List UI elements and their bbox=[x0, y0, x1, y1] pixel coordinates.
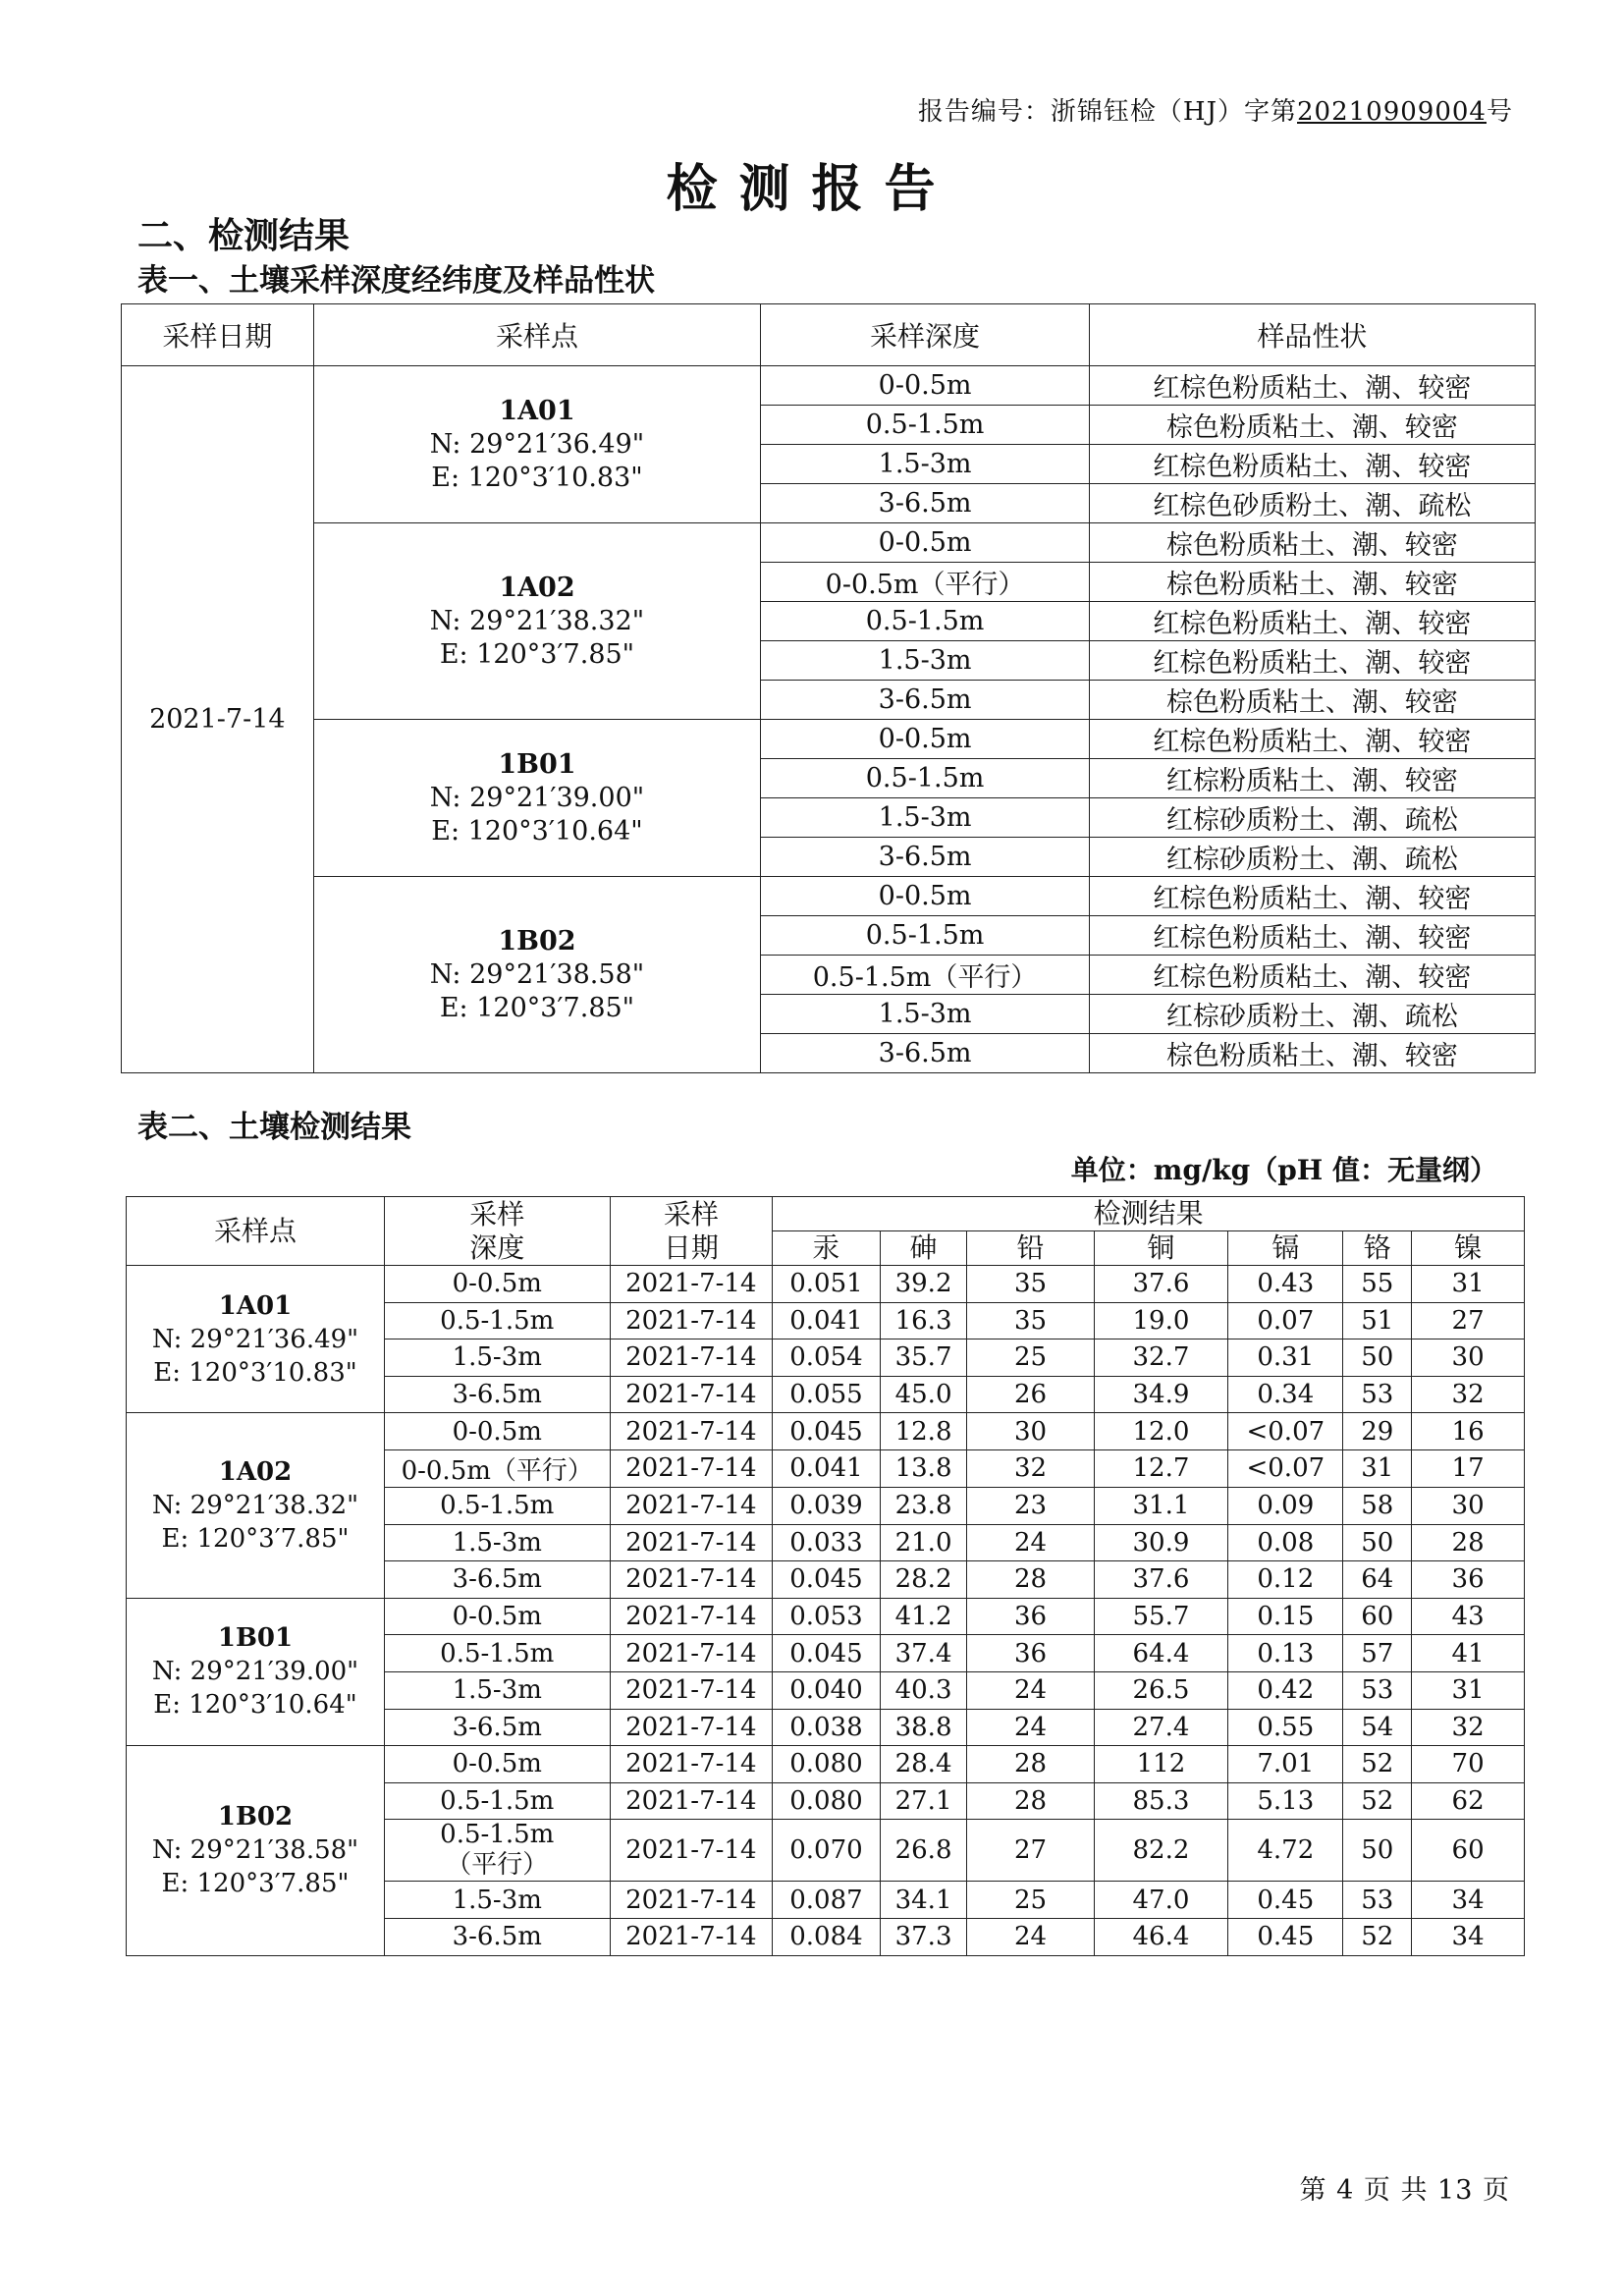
value-cell: 12.7 bbox=[1094, 1449, 1228, 1487]
date-cell: 2021-7-14 bbox=[610, 1376, 773, 1413]
results-table-body bbox=[127, 1266, 1525, 1956]
page-title: 检测报告 bbox=[666, 159, 957, 219]
sample-point-lon: E: 120°3′10.64" bbox=[153, 1690, 357, 1721]
value-cell: 34.1 bbox=[880, 1882, 967, 1919]
description-cell: 红棕色粉质粘土、潮、较密 bbox=[1089, 956, 1535, 995]
value-cell: 23 bbox=[967, 1487, 1094, 1524]
value-cell: 0.045 bbox=[773, 1413, 881, 1450]
value-cell: 55 bbox=[1343, 1266, 1412, 1303]
value-cell: 35.7 bbox=[880, 1339, 967, 1377]
header-element: 砷 bbox=[880, 1231, 967, 1266]
value-cell: 13.8 bbox=[880, 1449, 967, 1487]
value-cell: 5.13 bbox=[1228, 1782, 1343, 1820]
value-cell: 0.033 bbox=[773, 1524, 881, 1561]
value-cell: 24 bbox=[967, 1918, 1094, 1955]
depth-cell: 0.5-1.5m bbox=[384, 1782, 610, 1820]
value-cell: 32 bbox=[967, 1449, 1094, 1487]
sample-point-lon: E: 120°3′10.83" bbox=[431, 462, 643, 493]
description-cell: 红棕色粉质粘土、潮、较密 bbox=[1089, 641, 1535, 681]
date-cell: 2021-7-14 bbox=[610, 1820, 773, 1882]
depth-cell: 0-0.5m bbox=[761, 366, 1090, 406]
value-cell: 36 bbox=[967, 1598, 1094, 1635]
value-cell: 27 bbox=[967, 1820, 1094, 1882]
value-cell: 26.8 bbox=[880, 1820, 967, 1882]
sample-point-cell bbox=[127, 1266, 385, 1413]
value-cell: 51 bbox=[1343, 1302, 1412, 1339]
header-date: 采样 日期 bbox=[610, 1197, 773, 1266]
value-cell: 45.0 bbox=[880, 1376, 967, 1413]
value-cell: 0.070 bbox=[773, 1820, 881, 1882]
date-cell: 2021-7-14 bbox=[610, 1882, 773, 1919]
value-cell: 16.3 bbox=[880, 1302, 967, 1339]
value-cell: 0.039 bbox=[773, 1487, 881, 1524]
description-cell: 红棕砂质粉土、潮、疏松 bbox=[1089, 838, 1535, 877]
value-cell: 0.42 bbox=[1228, 1671, 1343, 1709]
value-cell: 0.080 bbox=[773, 1746, 881, 1783]
depth-cell: 1.5-3m bbox=[384, 1882, 610, 1919]
value-cell: 82.2 bbox=[1094, 1820, 1228, 1882]
value-cell: <0.07 bbox=[1228, 1449, 1343, 1487]
table-row bbox=[122, 523, 1536, 563]
header-point: 采样点 bbox=[127, 1197, 385, 1266]
depth-cell: 0.5-1.5m bbox=[761, 406, 1090, 445]
description-cell: 棕色粉质粘土、潮、较密 bbox=[1089, 1034, 1535, 1073]
value-cell: 26.5 bbox=[1094, 1671, 1228, 1709]
depth-cell: 1.5-3m bbox=[384, 1339, 610, 1377]
value-cell: 30 bbox=[967, 1413, 1094, 1450]
sample-point-cell bbox=[313, 877, 761, 1073]
depth-cell: 0-0.5m bbox=[761, 720, 1090, 759]
header-date: 采样日期 bbox=[122, 304, 314, 366]
value-cell: 55.7 bbox=[1094, 1598, 1228, 1635]
value-cell: 0.045 bbox=[773, 1561, 881, 1599]
value-cell: 37.4 bbox=[880, 1635, 967, 1672]
value-cell: 34 bbox=[1412, 1918, 1525, 1955]
description-cell: 红棕色粉质粘土、潮、较密 bbox=[1089, 602, 1535, 641]
depth-cell: 0.5-1.5m （平行） bbox=[384, 1820, 610, 1882]
value-cell: 41 bbox=[1412, 1635, 1525, 1672]
value-cell: 31 bbox=[1343, 1449, 1412, 1487]
page-number: 第 4 页 共 13 页 bbox=[1299, 2175, 1510, 2206]
value-cell: 0.053 bbox=[773, 1598, 881, 1635]
value-cell: 0.45 bbox=[1228, 1918, 1343, 1955]
description-cell: 红棕色粉质粘土、潮、较密 bbox=[1089, 877, 1535, 916]
value-cell: 0.08 bbox=[1228, 1524, 1343, 1561]
header-element: 镉 bbox=[1228, 1231, 1343, 1266]
date-cell: 2021-7-14 bbox=[610, 1524, 773, 1561]
report-number-label: 报告编号：浙锦钰检（HJ）字第 bbox=[917, 97, 1298, 127]
results-table bbox=[126, 1196, 1525, 1956]
value-cell: 52 bbox=[1343, 1746, 1412, 1783]
sample-point-lon: E: 120°3′7.85" bbox=[161, 1869, 350, 1899]
header-depth: 采样深度 bbox=[761, 304, 1090, 366]
value-cell: 85.3 bbox=[1094, 1782, 1228, 1820]
value-cell: 25 bbox=[967, 1339, 1094, 1377]
value-cell: 16 bbox=[1412, 1413, 1525, 1450]
date-cell: 2021-7-14 bbox=[610, 1746, 773, 1783]
description-cell: 红棕色砂质粉土、潮、疏松 bbox=[1089, 484, 1535, 523]
sample-point-id: 1A01 bbox=[218, 1290, 293, 1321]
value-cell: 43 bbox=[1412, 1598, 1525, 1635]
value-cell: 112 bbox=[1094, 1746, 1228, 1783]
value-cell: 0.054 bbox=[773, 1339, 881, 1377]
sample-point-lon: E: 120°3′7.85" bbox=[439, 992, 635, 1023]
value-cell: 24 bbox=[967, 1671, 1094, 1709]
sampling-table-body bbox=[122, 366, 1536, 1073]
value-cell: 64.4 bbox=[1094, 1635, 1228, 1672]
depth-cell: 1.5-3m bbox=[761, 641, 1090, 681]
value-cell: 35 bbox=[967, 1266, 1094, 1303]
description-cell: 红棕色粉质粘土、潮、较密 bbox=[1089, 366, 1535, 406]
value-cell: <0.07 bbox=[1228, 1413, 1343, 1450]
value-cell: 31 bbox=[1412, 1671, 1525, 1709]
value-cell: 28 bbox=[967, 1561, 1094, 1599]
depth-cell: 0.5-1.5m bbox=[384, 1302, 610, 1339]
depth-cell: 1.5-3m bbox=[384, 1671, 610, 1709]
sample-point-lon: E: 120°3′7.85" bbox=[161, 1524, 350, 1555]
sample-point-id: 1B02 bbox=[217, 1802, 294, 1832]
value-cell: 28 bbox=[1412, 1524, 1525, 1561]
description-cell: 红棕色粉质粘土、潮、较密 bbox=[1089, 720, 1535, 759]
value-cell: 52 bbox=[1343, 1782, 1412, 1820]
value-cell: 30 bbox=[1412, 1487, 1525, 1524]
sample-point-cell bbox=[127, 1746, 385, 1955]
value-cell: 26 bbox=[967, 1376, 1094, 1413]
sample-point-id: 1A01 bbox=[499, 395, 575, 426]
header-element: 汞 bbox=[773, 1231, 881, 1266]
table2-caption: 表二、土壤检测结果 bbox=[137, 1110, 411, 1145]
sample-point-cell bbox=[313, 720, 761, 877]
unit-note: 单位：mg/kg（pH 值：无量纲） bbox=[1070, 1154, 1497, 1186]
value-cell: 0.040 bbox=[773, 1671, 881, 1709]
sample-point-lat: N: 29°21′38.58" bbox=[429, 958, 645, 990]
description-cell: 红棕色粉质粘土、潮、较密 bbox=[1089, 445, 1535, 484]
value-cell: 0.038 bbox=[773, 1709, 881, 1746]
value-cell: 28 bbox=[967, 1746, 1094, 1783]
value-cell: 0.31 bbox=[1228, 1339, 1343, 1377]
value-cell: 0.087 bbox=[773, 1882, 881, 1919]
sample-point-lat: N: 29°21′39.00" bbox=[429, 782, 645, 813]
value-cell: 41.2 bbox=[880, 1598, 967, 1635]
date-cell: 2021-7-14 bbox=[610, 1339, 773, 1377]
value-cell: 0.084 bbox=[773, 1918, 881, 1955]
value-cell: 37.6 bbox=[1094, 1266, 1228, 1303]
value-cell: 46.4 bbox=[1094, 1918, 1228, 1955]
value-cell: 0.09 bbox=[1228, 1487, 1343, 1524]
sample-point-lat: N: 29°21′36.49" bbox=[429, 428, 645, 460]
value-cell: 50 bbox=[1343, 1820, 1412, 1882]
table-row bbox=[127, 1746, 1525, 1783]
value-cell: 64 bbox=[1343, 1561, 1412, 1599]
date-cell: 2021-7-14 bbox=[610, 1671, 773, 1709]
value-cell: 53 bbox=[1343, 1376, 1412, 1413]
value-cell: 4.72 bbox=[1228, 1820, 1343, 1882]
description-cell: 红棕色粉质粘土、潮、较密 bbox=[1089, 916, 1535, 956]
depth-cell: 3-6.5m bbox=[384, 1376, 610, 1413]
value-cell: 60 bbox=[1343, 1598, 1412, 1635]
value-cell: 24 bbox=[967, 1524, 1094, 1561]
depth-cell: 0-0.5m（平行） bbox=[761, 563, 1090, 602]
value-cell: 30.9 bbox=[1094, 1524, 1228, 1561]
value-cell: 31 bbox=[1412, 1266, 1525, 1303]
header-element: 铜 bbox=[1094, 1231, 1228, 1266]
table-row bbox=[127, 1266, 1525, 1303]
sample-point-id: 1A02 bbox=[218, 1457, 293, 1488]
value-cell: 29 bbox=[1343, 1413, 1412, 1450]
value-cell: 30 bbox=[1412, 1339, 1525, 1377]
date-cell: 2021-7-14 bbox=[610, 1782, 773, 1820]
value-cell: 0.07 bbox=[1228, 1302, 1343, 1339]
header-element: 铬 bbox=[1343, 1231, 1412, 1266]
depth-cell: 3-6.5m bbox=[384, 1709, 610, 1746]
value-cell: 60 bbox=[1412, 1820, 1525, 1882]
value-cell: 21.0 bbox=[880, 1524, 967, 1561]
table-header-row bbox=[127, 1197, 1525, 1231]
sample-point-lon: E: 120°3′10.64" bbox=[431, 815, 643, 847]
value-cell: 27.1 bbox=[880, 1782, 967, 1820]
depth-cell: 3-6.5m bbox=[761, 838, 1090, 877]
value-cell: 12.8 bbox=[880, 1413, 967, 1450]
value-cell: 32 bbox=[1412, 1709, 1525, 1746]
value-cell: 37.3 bbox=[880, 1918, 967, 1955]
date-cell: 2021-7-14 bbox=[610, 1449, 773, 1487]
date-cell: 2021-7-14 bbox=[610, 1561, 773, 1599]
sample-point-cell bbox=[127, 1598, 385, 1745]
header-results: 检测结果 bbox=[773, 1197, 1525, 1231]
report-number-value: 20210909004 bbox=[1297, 97, 1487, 127]
header-element: 铅 bbox=[967, 1231, 1094, 1266]
depth-cell: 0.5-1.5m bbox=[384, 1635, 610, 1672]
value-cell: 57 bbox=[1343, 1635, 1412, 1672]
value-cell: 0.080 bbox=[773, 1782, 881, 1820]
value-cell: 17 bbox=[1412, 1449, 1525, 1487]
value-cell: 0.34 bbox=[1228, 1376, 1343, 1413]
value-cell: 34 bbox=[1412, 1882, 1525, 1919]
value-cell: 25 bbox=[967, 1882, 1094, 1919]
depth-cell: 0.5-1.5m bbox=[761, 916, 1090, 956]
date-cell: 2021-7-14 bbox=[610, 1709, 773, 1746]
header-depth: 采样 深度 bbox=[384, 1197, 610, 1266]
sample-point-cell bbox=[313, 523, 761, 720]
depth-cell: 0.5-1.5m（平行） bbox=[761, 956, 1090, 995]
value-cell: 0.051 bbox=[773, 1266, 881, 1303]
description-cell: 红棕粉质粘土、潮、较密 bbox=[1089, 759, 1535, 798]
sample-point-id: 1B01 bbox=[498, 748, 576, 780]
value-cell: 0.13 bbox=[1228, 1635, 1343, 1672]
value-cell: 53 bbox=[1343, 1882, 1412, 1919]
date-cell: 2021-7-14 bbox=[610, 1413, 773, 1450]
sample-point-lon: E: 120°3′10.83" bbox=[153, 1357, 357, 1388]
value-cell: 39.2 bbox=[880, 1266, 967, 1303]
depth-cell: 0-0.5m bbox=[761, 877, 1090, 916]
value-cell: 62 bbox=[1412, 1782, 1525, 1820]
value-cell: 54 bbox=[1343, 1709, 1412, 1746]
value-cell: 27 bbox=[1412, 1302, 1525, 1339]
depth-cell: 0-0.5m bbox=[384, 1413, 610, 1450]
value-cell: 7.01 bbox=[1228, 1746, 1343, 1783]
value-cell: 53 bbox=[1343, 1671, 1412, 1709]
value-cell: 0.045 bbox=[773, 1635, 881, 1672]
value-cell: 12.0 bbox=[1094, 1413, 1228, 1450]
value-cell: 70 bbox=[1412, 1746, 1525, 1783]
value-cell: 38.8 bbox=[880, 1709, 967, 1746]
sample-point-id: 1B01 bbox=[217, 1623, 294, 1654]
value-cell: 50 bbox=[1343, 1339, 1412, 1377]
depth-cell: 0-0.5m bbox=[761, 523, 1090, 563]
value-cell: 34.9 bbox=[1094, 1376, 1228, 1413]
sample-point-lat: N: 29°21′38.58" bbox=[151, 1835, 359, 1866]
sampling-date-cell: 2021-7-14 bbox=[122, 366, 314, 1073]
section-title: 二、检测结果 bbox=[137, 215, 351, 256]
report-number bbox=[918, 91, 1513, 128]
table-row bbox=[122, 877, 1536, 916]
depth-cell: 0.5-1.5m bbox=[761, 602, 1090, 641]
report-number-suffix: 号 bbox=[1486, 97, 1513, 127]
date-cell: 2021-7-14 bbox=[610, 1635, 773, 1672]
value-cell: 32.7 bbox=[1094, 1339, 1228, 1377]
value-cell: 35 bbox=[967, 1302, 1094, 1339]
value-cell: 28.2 bbox=[880, 1561, 967, 1599]
value-cell: 0.041 bbox=[773, 1302, 881, 1339]
date-cell: 2021-7-14 bbox=[610, 1302, 773, 1339]
value-cell: 28.4 bbox=[880, 1746, 967, 1783]
sampling-table bbox=[121, 303, 1536, 1073]
value-cell: 24 bbox=[967, 1709, 1094, 1746]
depth-cell: 0.5-1.5m bbox=[761, 759, 1090, 798]
depth-cell: 1.5-3m bbox=[761, 995, 1090, 1034]
date-cell: 2021-7-14 bbox=[610, 1266, 773, 1303]
sample-point-id: 1A02 bbox=[499, 572, 575, 603]
sample-point-lat: N: 29°21′38.32" bbox=[429, 605, 645, 636]
sample-point-lon: E: 120°3′7.85" bbox=[439, 638, 635, 670]
sample-point-cell bbox=[313, 366, 761, 523]
description-cell: 棕色粉质粘土、潮、较密 bbox=[1089, 523, 1535, 563]
depth-cell: 0-0.5m（平行） bbox=[384, 1449, 610, 1487]
value-cell: 31.1 bbox=[1094, 1487, 1228, 1524]
description-cell: 棕色粉质粘土、潮、较密 bbox=[1089, 563, 1535, 602]
value-cell: 58 bbox=[1343, 1487, 1412, 1524]
description-cell: 红棕砂质粉土、潮、疏松 bbox=[1089, 995, 1535, 1034]
value-cell: 40.3 bbox=[880, 1671, 967, 1709]
sample-point-cell bbox=[127, 1413, 385, 1598]
header-point: 采样点 bbox=[313, 304, 761, 366]
depth-cell: 3-6.5m bbox=[761, 681, 1090, 720]
value-cell: 37.6 bbox=[1094, 1561, 1228, 1599]
sample-point-lat: N: 29°21′39.00" bbox=[151, 1657, 359, 1687]
value-cell: 36 bbox=[967, 1635, 1094, 1672]
depth-cell: 3-6.5m bbox=[761, 484, 1090, 523]
description-cell: 棕色粉质粘土、潮、较密 bbox=[1089, 681, 1535, 720]
value-cell: 0.055 bbox=[773, 1376, 881, 1413]
value-cell: 28 bbox=[967, 1782, 1094, 1820]
table-row bbox=[127, 1413, 1525, 1450]
value-cell: 0.43 bbox=[1228, 1266, 1343, 1303]
table1-caption: 表一、土壤采样深度经纬度及样品性状 bbox=[137, 263, 655, 299]
header-description: 样品性状 bbox=[1089, 304, 1535, 366]
description-cell: 棕色粉质粘土、潮、较密 bbox=[1089, 406, 1535, 445]
table-row bbox=[122, 720, 1536, 759]
value-cell: 0.55 bbox=[1228, 1709, 1343, 1746]
value-cell: 32 bbox=[1412, 1376, 1525, 1413]
depth-cell: 0-0.5m bbox=[384, 1746, 610, 1783]
sample-point-lat: N: 29°21′36.49" bbox=[151, 1324, 359, 1354]
table-header-row bbox=[122, 304, 1536, 366]
value-cell: 0.12 bbox=[1228, 1561, 1343, 1599]
value-cell: 52 bbox=[1343, 1918, 1412, 1955]
value-cell: 0.15 bbox=[1228, 1598, 1343, 1635]
value-cell: 0.041 bbox=[773, 1449, 881, 1487]
date-cell: 2021-7-14 bbox=[610, 1918, 773, 1955]
value-cell: 47.0 bbox=[1094, 1882, 1228, 1919]
header-element: 镍 bbox=[1412, 1231, 1525, 1266]
depth-cell: 3-6.5m bbox=[761, 1034, 1090, 1073]
value-cell: 36 bbox=[1412, 1561, 1525, 1599]
value-cell: 50 bbox=[1343, 1524, 1412, 1561]
date-cell: 2021-7-14 bbox=[610, 1487, 773, 1524]
date-cell: 2021-7-14 bbox=[610, 1598, 773, 1635]
depth-cell: 0.5-1.5m bbox=[384, 1487, 610, 1524]
depth-cell: 3-6.5m bbox=[384, 1918, 610, 1955]
table-row bbox=[127, 1598, 1525, 1635]
value-cell: 0.45 bbox=[1228, 1882, 1343, 1919]
value-cell: 23.8 bbox=[880, 1487, 967, 1524]
depth-cell: 0-0.5m bbox=[384, 1266, 610, 1303]
depth-cell: 0-0.5m bbox=[384, 1598, 610, 1635]
sample-point-id: 1B02 bbox=[498, 925, 576, 957]
depth-cell: 1.5-3m bbox=[761, 798, 1090, 838]
sample-point-lat: N: 29°21′38.32" bbox=[151, 1491, 359, 1521]
table-row bbox=[122, 366, 1536, 406]
depth-cell: 3-6.5m bbox=[384, 1561, 610, 1599]
value-cell: 27.4 bbox=[1094, 1709, 1228, 1746]
depth-cell: 1.5-3m bbox=[384, 1524, 610, 1561]
description-cell: 红棕砂质粉土、潮、疏松 bbox=[1089, 798, 1535, 838]
depth-cell: 1.5-3m bbox=[761, 445, 1090, 484]
value-cell: 19.0 bbox=[1094, 1302, 1228, 1339]
